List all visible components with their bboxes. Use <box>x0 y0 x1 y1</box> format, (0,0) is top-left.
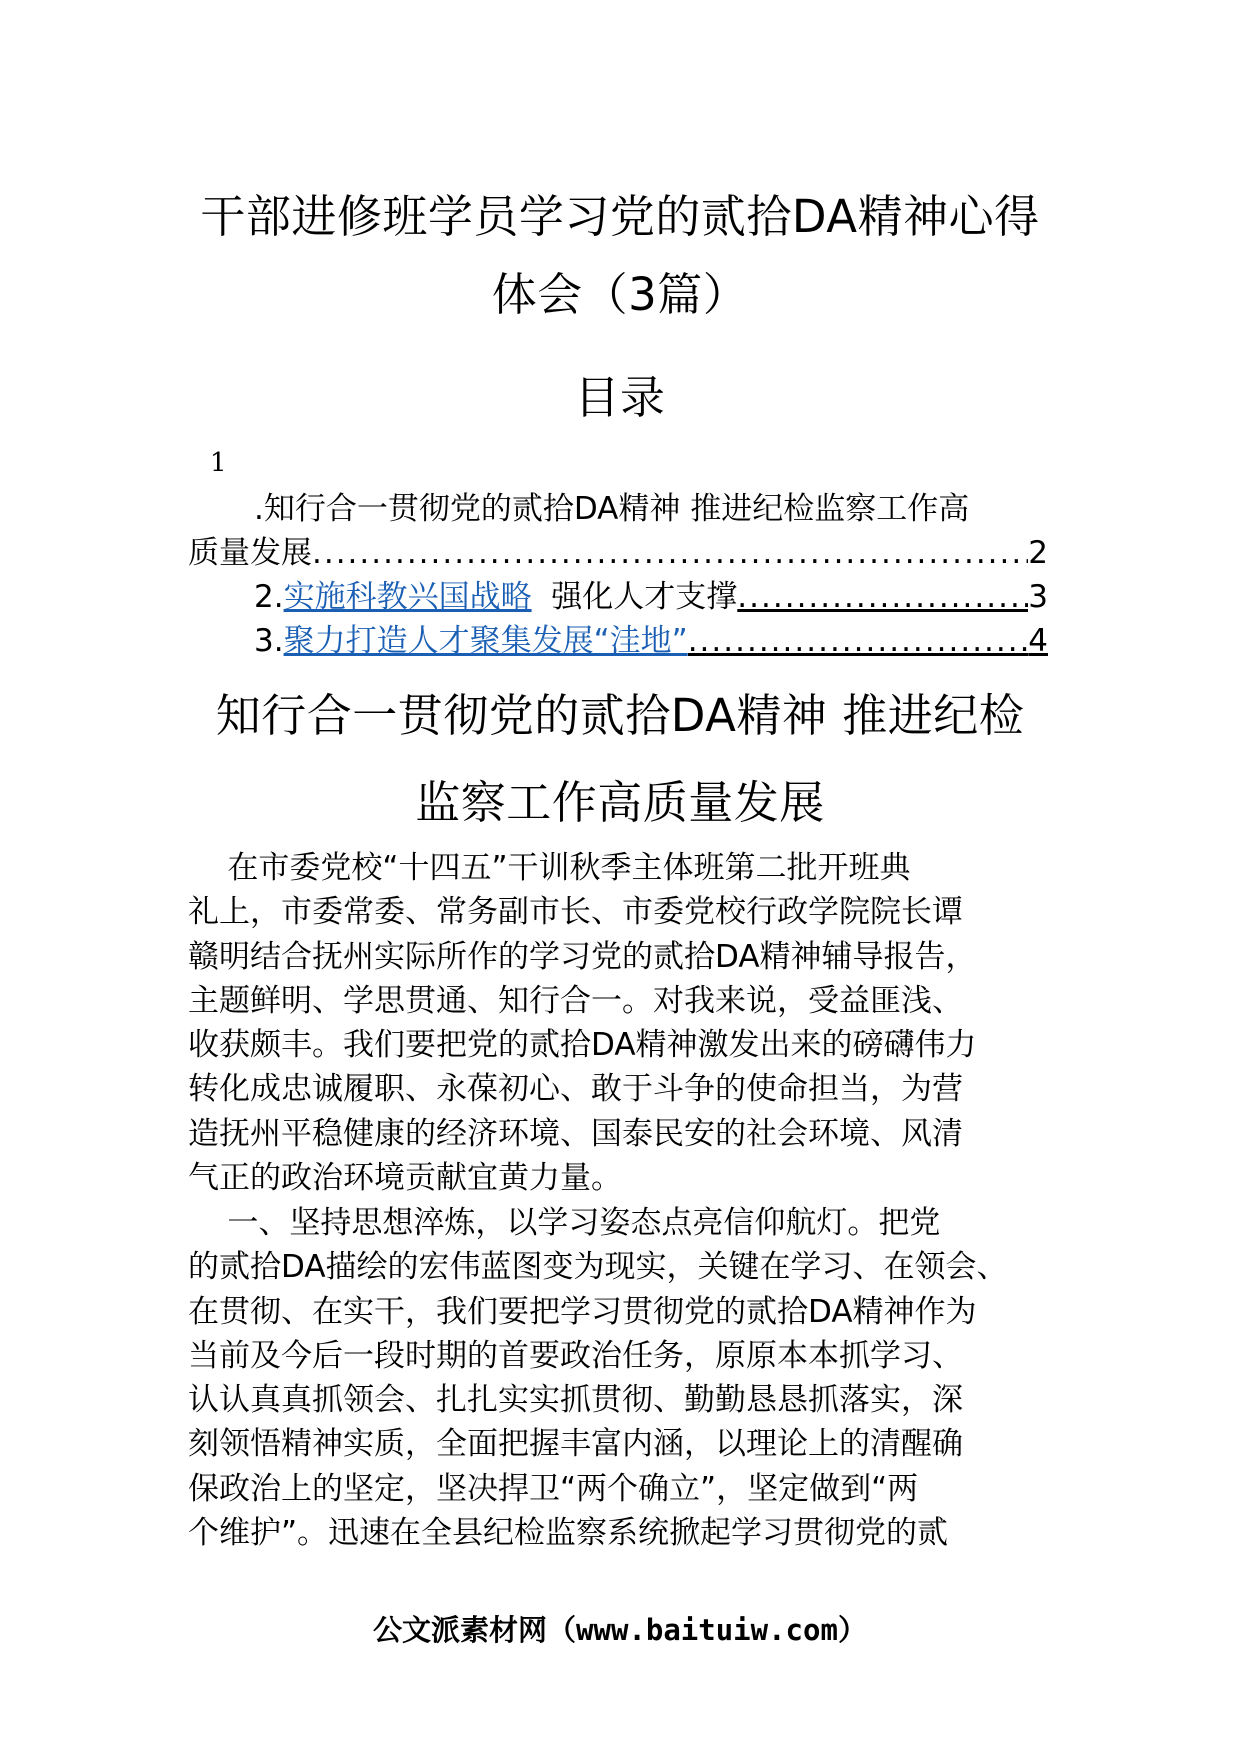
footer-site-name: 公文派素材网 <box>373 1613 548 1647</box>
toc-number: 1 <box>210 448 227 478</box>
paragraph-line: 赣明结合抚州实际所作的学习党的贰拾DA精神辅导报告， <box>188 938 977 975</box>
toc-leader <box>312 531 1028 575</box>
paragraph-line: 造抚州平稳健康的经济环境、国泰民安的社会环境、风清 <box>188 1115 963 1152</box>
paragraph-line: 礼上，市委常委、常务副市长、市委党校行政学院院长谭 <box>188 894 963 931</box>
toc-item-3[interactable] <box>254 619 1048 663</box>
toc-item-3-number: 3. <box>254 623 284 659</box>
article-title-line-1: 知行合一贯彻党的贰拾DA精神 推进纪检 <box>215 689 1025 742</box>
toc-item-2-number: 2. <box>254 579 284 615</box>
paragraph-line: 转化成忠诚履职、永葆初心、敢于斗争的使命担当，为营 <box>188 1071 963 1108</box>
paragraph-line: 当前及今后一段时期的首要政治任务，原原本本抓学习、 <box>188 1337 963 1374</box>
footer-url[interactable]: （www.baituiw.com） <box>547 1613 867 1647</box>
toc-leader <box>688 619 1029 663</box>
paragraph-line: 认认真真抓领会、扎扎实实抓贯彻、勤勤恳恳抓落实，深 <box>188 1382 963 1419</box>
document-title-line-1: 干部进修班学员学习党的贰拾DA精神心得 <box>200 190 1040 243</box>
toc-item-3-page: 4 <box>1028 623 1048 659</box>
toc-leader <box>737 575 1028 619</box>
toc-item-2-link[interactable]: 实施科教兴国战略 <box>283 579 532 615</box>
footer-watermark <box>0 1608 1240 1649</box>
paragraph-line: 刻领悟精神实质，全面把握丰富内涵，以理论上的清醒确 <box>188 1426 963 1463</box>
paragraph-line: 在贯彻、在实干，我们要把学习贯彻党的贰拾DA精神作为 <box>188 1293 977 1330</box>
toc-heading: 目录 <box>574 371 666 424</box>
paragraph-line: 保政治上的坚定，坚决捍卫“两个确立”，坚定做到“两 <box>188 1470 919 1507</box>
article-paragraph-2 <box>188 1201 1088 1555</box>
toc-item-2[interactable] <box>254 575 1048 619</box>
toc-item-3-link[interactable]: 聚力打造人才聚集发展“洼地” <box>283 623 688 659</box>
toc-item-1-line-1[interactable]: .知行合一贯彻党的贰拾DA精神 推进纪检监察工作高 <box>254 491 970 527</box>
article-title-line-2: 监察工作高质量发展 <box>415 776 825 829</box>
paragraph-line: 的贰拾DA描绘的宏伟蓝图变为现实，关键在学习、在领会、 <box>188 1249 1008 1286</box>
toc-item-1-line-2[interactable] <box>188 531 1048 575</box>
paragraph-line: 收获颇丰。我们要把党的贰拾DA精神激发出来的磅礴伟力 <box>188 1027 977 1064</box>
toc-item-1-page: 2 <box>1028 535 1048 571</box>
toc-item-2-rest: 强化人才支撑 <box>531 579 738 615</box>
paragraph-line: 主题鲜明、学思贯通、知行合一。对我来说，受益匪浅、 <box>188 982 963 1019</box>
article-paragraph-1 <box>188 846 1088 1200</box>
paragraph-line: 在市委党校“十四五”干训秋季主体班第二批开班典 <box>188 850 911 886</box>
toc-item-2-page: 3 <box>1028 579 1048 615</box>
paragraph-line: 一、坚持思想淬炼，以学习姿态点亮信仰航灯。把党 <box>188 1205 941 1241</box>
paragraph-line: 气正的政治环境贡献宜黄力量。 <box>188 1160 622 1197</box>
document-title-line-2: 体会（3篇） <box>491 268 749 321</box>
paragraph-line: 个维护”。迅速在全县纪检监察系统掀起学习贯彻党的贰 <box>188 1515 949 1552</box>
toc-item-1-text: 质量发展 <box>188 535 312 571</box>
